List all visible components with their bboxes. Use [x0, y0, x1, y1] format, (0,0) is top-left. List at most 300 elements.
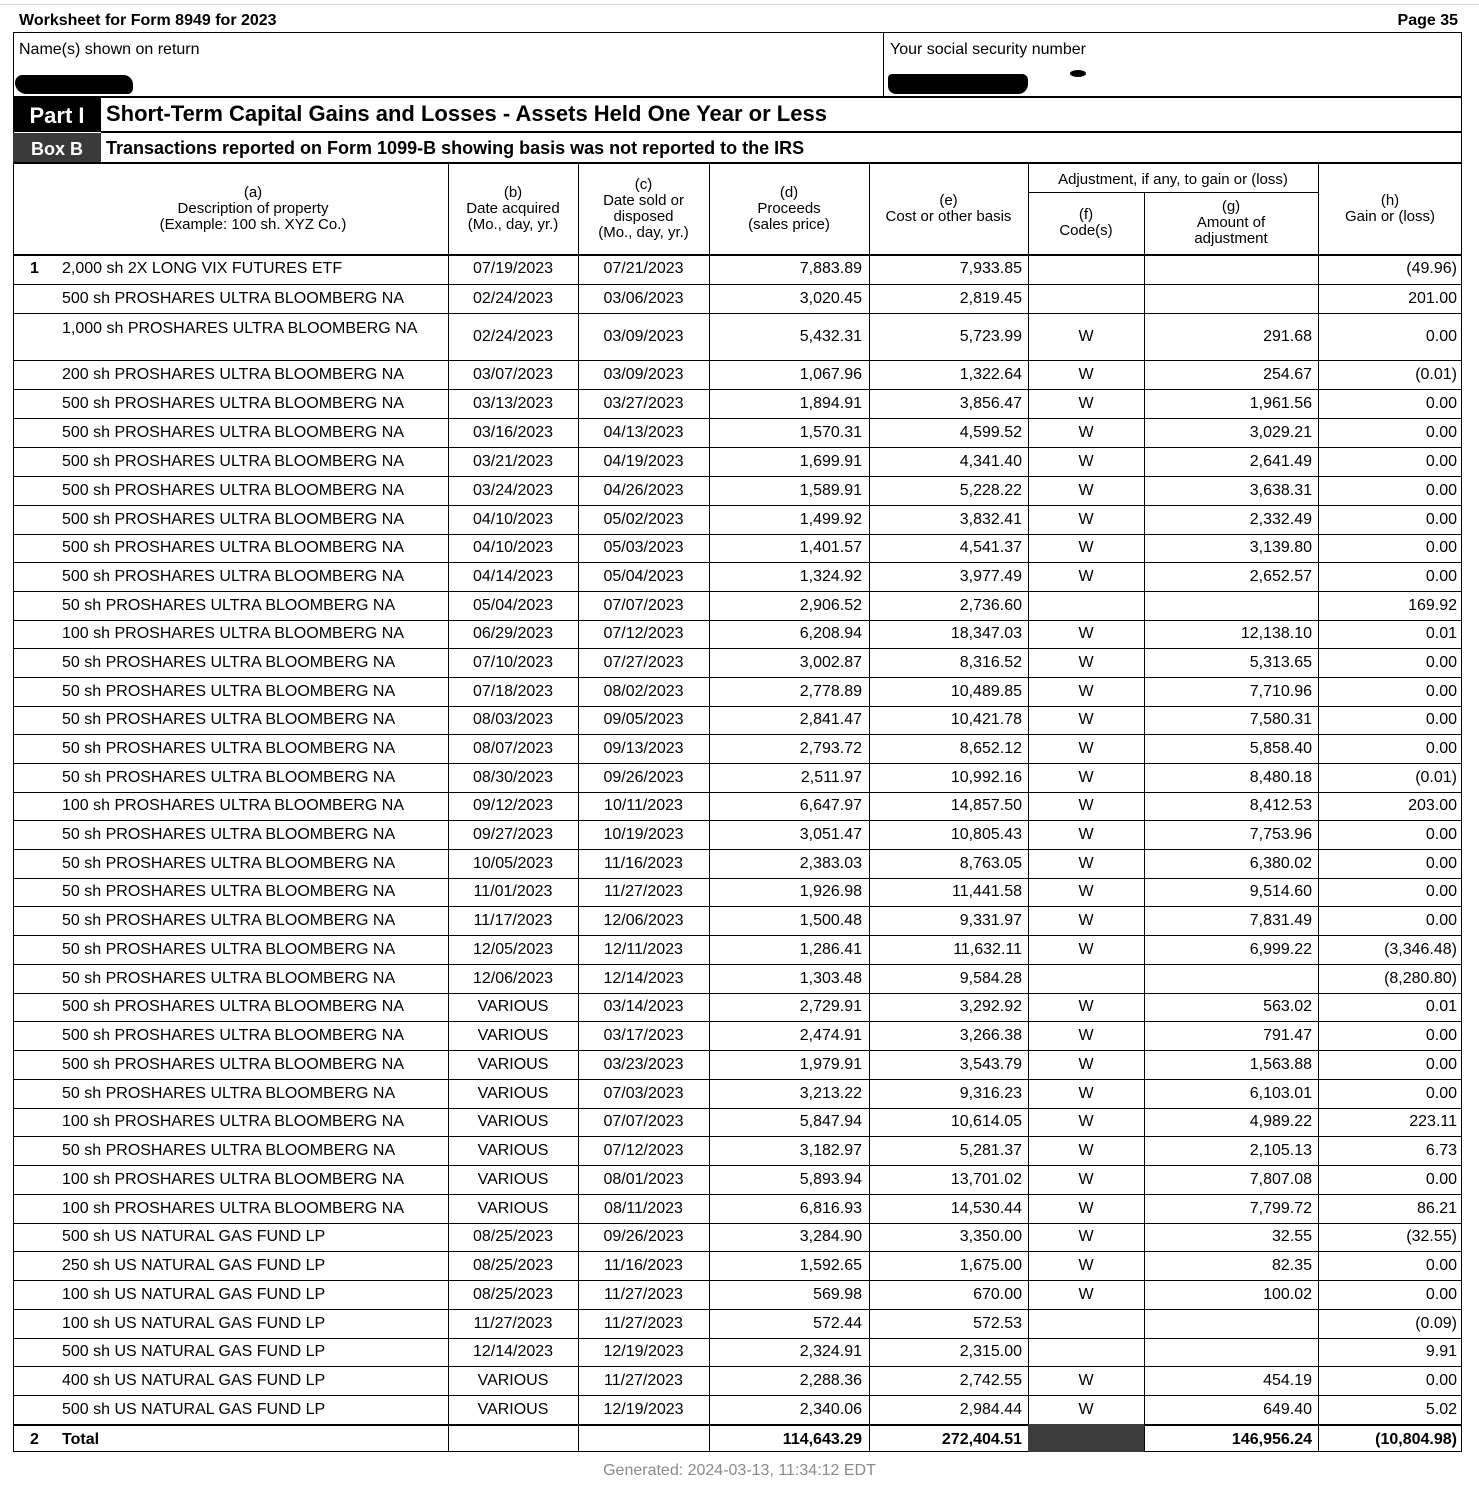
- redacted-name: [15, 75, 133, 94]
- part-title: Short-Term Capital Gains and Losses - Assets Held One Year or Less: [106, 101, 827, 126]
- col-header-date-sold-line: (Mo., day, yr.): [598, 224, 689, 241]
- total-adjustment: 146,956.24: [1231, 1431, 1312, 1448]
- description: 100 sh PROSHARES ULTRA BLOOMBERG NA: [62, 1113, 405, 1130]
- date-acquired: 07/10/2023: [472, 654, 554, 671]
- description: 500 sh PROSHARES ULTRA BLOOMBERG NA: [62, 482, 405, 499]
- date-sold: 09/13/2023: [603, 740, 684, 757]
- code: W: [1078, 711, 1094, 728]
- proceeds: 2,288.36: [799, 1372, 862, 1389]
- cost-basis: 3,292.92: [959, 998, 1022, 1015]
- code: W: [1078, 1113, 1094, 1130]
- cost-basis: 2,742.55: [959, 1372, 1022, 1389]
- code: W: [1078, 769, 1094, 786]
- date-acquired: 02/24/2023: [472, 290, 554, 307]
- gain-loss: 169.92: [1408, 597, 1457, 614]
- col-header-adjustment: [1144, 199, 1318, 247]
- cost-basis: 3,977.49: [959, 568, 1022, 585]
- gain-loss: 0.01: [1425, 998, 1457, 1015]
- total-gain: (10,804.98): [1375, 1431, 1457, 1448]
- description: 400 sh US NATURAL GAS FUND LP: [62, 1372, 326, 1389]
- adjustment-amount: 7,831.49: [1249, 912, 1312, 929]
- row-rule: [13, 1165, 1462, 1166]
- proceeds: 1,286.41: [799, 941, 862, 958]
- description: 50 sh PROSHARES ULTRA BLOOMBERG NA: [62, 711, 396, 728]
- cost-basis: 3,543.79: [959, 1056, 1022, 1073]
- col-header-date-acquired-line: Date acquired: [466, 200, 560, 217]
- name-box: [13, 32, 884, 97]
- description: 50 sh PROSHARES ULTRA BLOOMBERG NA: [62, 1085, 396, 1102]
- col-header-cost-basis-line: (e): [939, 192, 958, 209]
- date-acquired: 09/12/2023: [472, 797, 554, 814]
- page-number: Page 35: [1397, 12, 1458, 29]
- total-proceeds: 114,643.29: [782, 1431, 862, 1448]
- adjustment-amount: 1,563.88: [1249, 1056, 1312, 1073]
- date-acquired: VARIOUS: [477, 1171, 549, 1188]
- col-header-gain-loss-line: (h): [1380, 192, 1400, 209]
- description: 50 sh PROSHARES ULTRA BLOOMBERG NA: [62, 826, 396, 843]
- date-acquired: VARIOUS: [477, 1027, 549, 1044]
- gain-loss: (49.96): [1406, 260, 1457, 277]
- gain-loss: 0.00: [1425, 1027, 1457, 1044]
- total-code-shade: [1028, 1424, 1144, 1452]
- box-title: Transactions reported on Form 1099-B showing basis was not reported to the IRS: [106, 138, 805, 158]
- code: W: [1078, 912, 1094, 929]
- row-rule: [13, 849, 1462, 850]
- proceeds: 1,067.96: [799, 366, 862, 383]
- gain-loss: 0.00: [1425, 654, 1457, 671]
- code: W: [1078, 797, 1094, 814]
- date-sold: 07/12/2023: [603, 625, 684, 642]
- date-acquired: 04/10/2023: [472, 511, 554, 528]
- code: W: [1078, 1200, 1094, 1217]
- row-rule: [13, 447, 1462, 448]
- top-divider: [0, 4, 1479, 5]
- proceeds: 2,340.06: [799, 1401, 862, 1418]
- cost-basis: 9,316.23: [959, 1085, 1022, 1102]
- proceeds: 3,284.90: [799, 1228, 862, 1245]
- code: W: [1078, 1257, 1094, 1274]
- row-rule: [13, 1136, 1462, 1137]
- code: W: [1078, 654, 1094, 671]
- code: W: [1078, 625, 1094, 642]
- divider: [13, 162, 1462, 164]
- gain-loss: 0.00: [1425, 482, 1457, 499]
- proceeds: 572.44: [813, 1315, 862, 1332]
- adjustment-amount: 8,412.53: [1249, 797, 1312, 814]
- date-acquired: 02/24/2023: [472, 328, 554, 345]
- date-sold: 10/19/2023: [603, 826, 684, 843]
- cost-basis: 10,805.43: [950, 826, 1022, 843]
- gain-loss: 0.00: [1425, 328, 1457, 345]
- date-acquired: 03/16/2023: [472, 424, 554, 441]
- divider: [13, 96, 1462, 98]
- date-sold: 12/19/2023: [603, 1343, 684, 1360]
- code: W: [1078, 539, 1094, 556]
- date-acquired: 03/24/2023: [472, 482, 554, 499]
- gain-loss: 5.02: [1425, 1401, 1457, 1418]
- description: 500 sh PROSHARES ULTRA BLOOMBERG NA: [62, 568, 405, 585]
- description: 100 sh US NATURAL GAS FUND LP: [62, 1286, 326, 1303]
- date-acquired: 11/17/2023: [473, 912, 553, 929]
- col-header-proceeds-line: Proceeds: [757, 200, 821, 217]
- proceeds: 3,020.45: [799, 290, 862, 307]
- date-sold: 03/27/2023: [603, 395, 684, 412]
- row-rule: [13, 418, 1462, 419]
- gain-loss: 0.00: [1425, 855, 1457, 872]
- cost-basis: 3,856.47: [959, 395, 1022, 412]
- description: 100 sh PROSHARES ULTRA BLOOMBERG NA: [62, 1200, 405, 1217]
- cost-basis: 5,723.99: [959, 328, 1022, 345]
- col-header-proceeds-line: (sales price): [748, 216, 830, 233]
- cost-basis: 1,322.64: [959, 366, 1022, 383]
- gain-loss: 0.00: [1425, 1085, 1457, 1102]
- date-sold: 05/02/2023: [603, 511, 684, 528]
- gain-loss: 223.11: [1409, 1113, 1457, 1130]
- date-sold: 08/02/2023: [603, 683, 684, 700]
- proceeds: 2,729.91: [799, 998, 862, 1015]
- gain-loss: 0.00: [1425, 1257, 1457, 1274]
- description: 500 sh PROSHARES ULTRA BLOOMBERG NA: [62, 1027, 405, 1044]
- adjustment-amount: 5,858.40: [1249, 740, 1312, 757]
- gain-loss: 86.21: [1416, 1200, 1457, 1217]
- proceeds: 5,893.94: [799, 1171, 862, 1188]
- gain-loss: 0.00: [1425, 511, 1457, 528]
- gain-loss: 0.00: [1425, 711, 1457, 728]
- proceeds: 2,778.89: [799, 683, 862, 700]
- adjustment-amount: 7,580.31: [1249, 711, 1312, 728]
- adjustment-amount: 5,313.65: [1249, 654, 1312, 671]
- cost-basis: 8,763.05: [959, 855, 1022, 872]
- cost-basis: 670.00: [973, 1286, 1022, 1303]
- description: 100 sh US NATURAL GAS FUND LP: [62, 1315, 326, 1332]
- redacted-ssn-mark: [1070, 70, 1086, 77]
- date-sold: 08/01/2023: [603, 1171, 684, 1188]
- code: W: [1078, 998, 1094, 1015]
- date-sold: 09/05/2023: [603, 711, 684, 728]
- adjustment-amount: 7,807.08: [1249, 1171, 1312, 1188]
- name-label: Name(s) shown on return: [19, 41, 200, 58]
- description: 50 sh PROSHARES ULTRA BLOOMBERG NA: [62, 1142, 396, 1159]
- date-acquired: 12/05/2023: [472, 941, 554, 958]
- row-rule: [13, 706, 1462, 707]
- date-sold: 07/07/2023: [603, 597, 684, 614]
- proceeds: 3,182.97: [799, 1142, 862, 1159]
- row-rule: [13, 591, 1462, 592]
- date-sold: 12/14/2023: [603, 970, 684, 987]
- date-sold: 04/26/2023: [603, 482, 684, 499]
- date-acquired: 08/07/2023: [472, 740, 554, 757]
- adjustment-amount: 12,138.10: [1240, 625, 1312, 642]
- description: 50 sh PROSHARES ULTRA BLOOMBERG NA: [62, 912, 396, 929]
- col-header-code: [1028, 207, 1144, 239]
- description: 100 sh PROSHARES ULTRA BLOOMBERG NA: [62, 797, 405, 814]
- description: 500 sh PROSHARES ULTRA BLOOMBERG NA: [62, 539, 405, 556]
- row-rule: [13, 734, 1462, 735]
- col-header-code-line: Code(s): [1059, 222, 1113, 239]
- description: 50 sh PROSHARES ULTRA BLOOMBERG NA: [62, 769, 396, 786]
- row-rule: [13, 1280, 1462, 1281]
- proceeds: 569.98: [813, 1286, 862, 1303]
- date-acquired: 05/04/2023: [472, 597, 554, 614]
- code: W: [1078, 855, 1094, 872]
- adjustment-amount: 1,961.56: [1249, 395, 1312, 412]
- col-header-description: [13, 185, 493, 233]
- redacted-ssn: [888, 74, 1028, 94]
- adjustment-amount: 2,652.57: [1249, 568, 1312, 585]
- date-sold: 07/27/2023: [603, 654, 684, 671]
- col-header-date-acquired-line: (Mo., day, yr.): [467, 216, 559, 233]
- col-header-proceeds: [709, 185, 869, 233]
- gain-loss: (0.01): [1415, 769, 1457, 786]
- col-header-adjustment-line: Amount of: [1196, 214, 1266, 231]
- date-sold: 07/07/2023: [603, 1113, 684, 1130]
- proceeds: 1,979.91: [799, 1056, 862, 1073]
- row-rule: [13, 1194, 1462, 1195]
- adjustment-amount: 8,480.18: [1249, 769, 1312, 786]
- date-sold: 03/17/2023: [603, 1027, 684, 1044]
- proceeds: 2,383.03: [799, 855, 862, 872]
- cost-basis: 8,652.12: [959, 740, 1022, 757]
- date-sold: 05/03/2023: [603, 539, 684, 556]
- cost-basis: 9,584.28: [959, 970, 1022, 987]
- gain-loss: (32.55): [1406, 1228, 1457, 1245]
- description: 50 sh PROSHARES ULTRA BLOOMBERG NA: [62, 941, 396, 958]
- date-acquired: 11/01/2023: [473, 883, 553, 900]
- adjustment-amount: 2,332.49: [1249, 511, 1312, 528]
- date-acquired: 03/07/2023: [472, 366, 554, 383]
- gain-loss: 0.00: [1425, 424, 1457, 441]
- date-sold: 04/19/2023: [603, 453, 684, 470]
- code: W: [1078, 1228, 1094, 1245]
- proceeds: 1,500.48: [799, 912, 862, 929]
- date-acquired: 08/25/2023: [472, 1286, 554, 1303]
- col-header-cost-basis-line: Cost or other basis: [885, 208, 1012, 225]
- date-acquired: 04/10/2023: [472, 539, 554, 556]
- date-sold: 11/16/2023: [604, 1257, 683, 1274]
- description: 100 sh PROSHARES ULTRA BLOOMBERG NA: [62, 1171, 405, 1188]
- date-acquired: VARIOUS: [477, 1372, 549, 1389]
- proceeds: 5,432.31: [799, 328, 862, 345]
- description: 50 sh PROSHARES ULTRA BLOOMBERG NA: [62, 883, 396, 900]
- date-sold: 03/23/2023: [603, 1056, 684, 1073]
- adjustment-amount: 6,999.22: [1249, 941, 1312, 958]
- col-header-gain-loss: [1318, 193, 1462, 225]
- date-acquired: 08/03/2023: [472, 711, 554, 728]
- adjustment-amount: 3,638.31: [1249, 482, 1312, 499]
- row-rule: [13, 792, 1462, 793]
- cost-basis: 18,347.03: [950, 625, 1022, 642]
- row-rule: [13, 562, 1462, 563]
- gain-loss: 0.00: [1425, 395, 1457, 412]
- row-rule: [13, 935, 1462, 936]
- row-rule: [13, 993, 1462, 994]
- proceeds: 1,303.48: [799, 970, 862, 987]
- row-rule: [13, 360, 1462, 361]
- adjustment-amount: 649.40: [1263, 1401, 1312, 1418]
- cost-basis: 8,316.52: [959, 654, 1022, 671]
- adjustment-amount: 454.19: [1263, 1372, 1312, 1389]
- code: W: [1078, 740, 1094, 757]
- proceeds: 2,511.97: [800, 769, 862, 786]
- gain-loss: 6.73: [1425, 1142, 1457, 1159]
- row-rule: [13, 1050, 1462, 1051]
- proceeds: 2,841.47: [799, 711, 862, 728]
- date-sold: 12/19/2023: [603, 1401, 684, 1418]
- row-rule: [13, 964, 1462, 965]
- col-header-proceeds-line: (d): [779, 184, 799, 201]
- adjustment-amount: 291.68: [1263, 328, 1312, 345]
- proceeds: 3,002.87: [799, 654, 862, 671]
- proceeds: 7,883.89: [799, 260, 862, 277]
- col-header-date-acquired-line: (b): [503, 184, 523, 201]
- adjustment-amount: 9,514.60: [1249, 883, 1312, 900]
- cost-basis: 3,266.38: [959, 1027, 1022, 1044]
- code: W: [1078, 1372, 1094, 1389]
- col-header-date-sold-line: (c): [634, 176, 653, 193]
- cost-basis: 7,933.85: [959, 260, 1022, 277]
- cost-basis: 4,599.52: [959, 424, 1022, 441]
- col-header-gain-loss-line: Gain or (loss): [1344, 208, 1436, 225]
- cost-basis: 572.53: [973, 1315, 1022, 1332]
- gain-loss: 203.00: [1408, 797, 1457, 814]
- code: W: [1078, 1401, 1094, 1418]
- description: 500 sh PROSHARES ULTRA BLOOMBERG NA: [62, 1056, 405, 1073]
- date-sold: 09/26/2023: [603, 1228, 684, 1245]
- row-rule: [13, 1309, 1462, 1310]
- col-header-adjustment-line: adjustment: [1194, 230, 1268, 247]
- code: W: [1078, 1286, 1094, 1303]
- gain-loss: 0.00: [1425, 1286, 1457, 1303]
- date-acquired: VARIOUS: [477, 1401, 549, 1418]
- adjustment-amount: 2,641.49: [1249, 453, 1312, 470]
- date-acquired: 11/27/2023: [473, 1315, 553, 1332]
- worksheet-title: Worksheet for Form 8949 for 2023: [19, 12, 277, 29]
- col-header-date-sold-line: disposed: [613, 208, 674, 225]
- code: W: [1078, 683, 1094, 700]
- code: W: [1078, 424, 1094, 441]
- box-tag: Box B: [13, 133, 101, 163]
- date-acquired: VARIOUS: [477, 1056, 549, 1073]
- row-rule: [13, 1079, 1462, 1080]
- date-sold: 08/11/2023: [604, 1200, 683, 1217]
- cost-basis: 11,441.58: [952, 883, 1022, 900]
- code: W: [1078, 482, 1094, 499]
- proceeds: 6,208.94: [799, 625, 862, 642]
- proceeds: 3,051.47: [799, 826, 862, 843]
- row-rule: [13, 389, 1462, 390]
- ssn-label: Your social security number: [890, 41, 1086, 58]
- adjustment-amount: 6,380.02: [1249, 855, 1312, 872]
- adjustment-amount: 3,029.21: [1249, 424, 1312, 441]
- row-rule: [13, 1251, 1462, 1252]
- date-sold: 04/13/2023: [603, 424, 684, 441]
- description: 2,000 sh 2X LONG VIX FUTURES ETF: [62, 260, 343, 277]
- row-rule: [13, 313, 1462, 314]
- date-acquired: 03/21/2023: [472, 453, 554, 470]
- date-sold: 03/09/2023: [603, 328, 684, 345]
- col-header-description-line: Description of property: [177, 200, 329, 217]
- col-header-date-sold-line: Date sold or: [603, 192, 684, 209]
- row-rule: [13, 1338, 1462, 1339]
- proceeds: 1,570.31: [799, 424, 862, 441]
- description: 50 sh PROSHARES ULTRA BLOOMBERG NA: [62, 683, 396, 700]
- date-sold: 03/06/2023: [603, 290, 684, 307]
- date-sold: 11/27/2023: [604, 1286, 683, 1303]
- adjustment-amount: 7,799.72: [1249, 1200, 1312, 1217]
- col-header-date-sold: [578, 177, 709, 241]
- description: 500 sh US NATURAL GAS FUND LP: [62, 1228, 326, 1245]
- gain-loss: 0.00: [1425, 912, 1457, 929]
- proceeds: 5,847.94: [799, 1113, 862, 1130]
- cost-basis: 4,541.37: [959, 539, 1022, 556]
- gain-loss: (0.09): [1415, 1315, 1457, 1332]
- description: 500 sh PROSHARES ULTRA BLOOMBERG NA: [62, 424, 405, 441]
- row-rule: [13, 1223, 1462, 1224]
- cost-basis: 1,675.00: [959, 1257, 1022, 1274]
- description: 250 sh US NATURAL GAS FUND LP: [62, 1257, 326, 1274]
- code: W: [1078, 1056, 1094, 1073]
- col-header-code-line: (f): [1078, 206, 1094, 223]
- proceeds: 6,816.93: [799, 1200, 862, 1217]
- date-sold: 11/27/2023: [604, 1372, 683, 1389]
- gain-loss: (3,346.48): [1384, 941, 1457, 958]
- row-rule: [13, 1366, 1462, 1367]
- col-header-date-acquired: [448, 185, 578, 233]
- part-tag: Part I: [13, 97, 101, 132]
- date-sold: 11/27/2023: [604, 883, 683, 900]
- row-rule: [13, 878, 1462, 879]
- code: W: [1078, 826, 1094, 843]
- proceeds: 3,213.22: [799, 1085, 862, 1102]
- cost-basis: 3,350.00: [959, 1228, 1022, 1245]
- code: W: [1078, 1171, 1094, 1188]
- code: W: [1078, 883, 1094, 900]
- gain-loss: 0.00: [1425, 1372, 1457, 1389]
- row-rule: [13, 505, 1462, 506]
- code: W: [1078, 511, 1094, 528]
- code: W: [1078, 568, 1094, 585]
- proceeds: 2,474.91: [799, 1027, 862, 1044]
- cost-basis: 2,736.60: [959, 597, 1022, 614]
- description: 500 sh PROSHARES ULTRA BLOOMBERG NA: [62, 395, 405, 412]
- date-sold: 03/09/2023: [603, 366, 684, 383]
- code: W: [1078, 1085, 1094, 1102]
- proceeds: 1,699.91: [799, 453, 862, 470]
- code: W: [1078, 1142, 1094, 1159]
- description: 50 sh PROSHARES ULTRA BLOOMBERG NA: [62, 970, 396, 987]
- date-acquired: VARIOUS: [477, 1085, 549, 1102]
- description: 50 sh PROSHARES ULTRA BLOOMBERG NA: [62, 654, 396, 671]
- gain-loss: 0.00: [1425, 826, 1457, 843]
- row-rule: [13, 677, 1462, 678]
- date-acquired: VARIOUS: [477, 998, 549, 1015]
- total-line-number: 2: [30, 1431, 39, 1448]
- description: 500 sh US NATURAL GAS FUND LP: [62, 1343, 326, 1360]
- ssn-box: [884, 32, 1462, 97]
- cost-basis: 14,530.44: [950, 1200, 1022, 1217]
- cost-basis: 10,614.05: [950, 1113, 1022, 1130]
- line-number: 1: [30, 260, 39, 277]
- date-sold: 03/14/2023: [603, 998, 684, 1015]
- total-label: Total: [62, 1431, 100, 1448]
- date-acquired: 03/13/2023: [472, 395, 554, 412]
- adjustment-amount: 7,710.96: [1249, 683, 1312, 700]
- adjustment-amount: 791.47: [1263, 1027, 1312, 1044]
- gain-loss: (8,280.80): [1384, 970, 1457, 987]
- description: 500 sh US NATURAL GAS FUND LP: [62, 1401, 326, 1418]
- gain-loss: 0.00: [1425, 453, 1457, 470]
- proceeds: 1,592.65: [799, 1257, 862, 1274]
